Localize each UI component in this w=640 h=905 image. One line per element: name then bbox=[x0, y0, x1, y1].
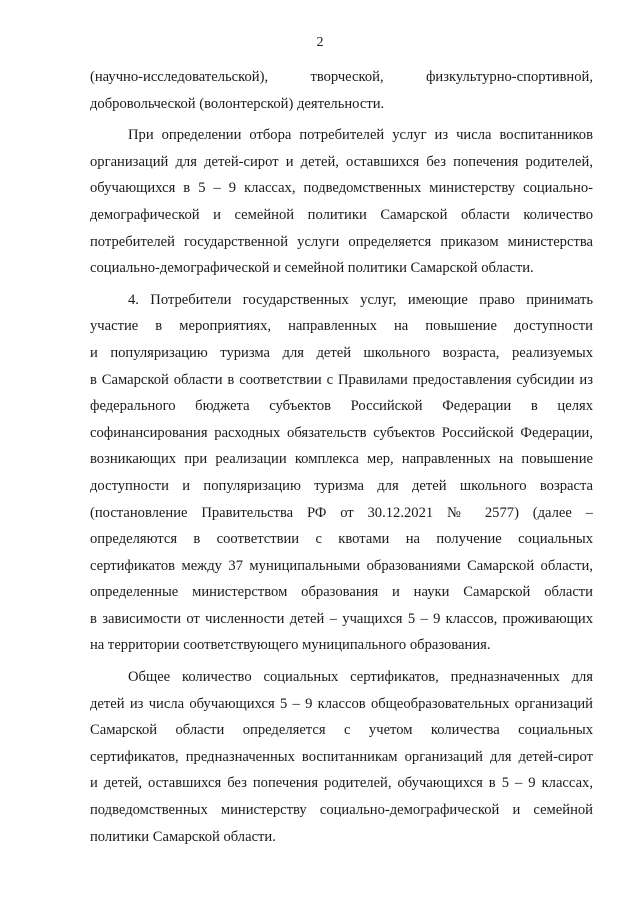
text-line: и детей, оставшихся без попечения родителей, обучающихся в 5 – 9 классах, bbox=[90, 775, 593, 792]
document-body bbox=[90, 64, 593, 850]
text-line: социально-демографической и семейной политики Самарской области. bbox=[90, 260, 534, 277]
text-line: федерального бюджета субъектов Российской Федерации в целях bbox=[90, 398, 593, 415]
text-line: на территории соответствующего муниципального образования. bbox=[90, 637, 491, 654]
text-line: (постановление Правительства РФ от 30.12.2021 № 2577) (далее – bbox=[90, 504, 593, 521]
text-line: подведомственных министерству социально-демографической и семейной bbox=[90, 802, 593, 819]
text-line: в зависимости от численности детей – учащихся 5 – 9 классов, проживающих bbox=[90, 610, 593, 627]
paragraph-consumer-selection bbox=[90, 122, 593, 282]
text-line: демографической и семейной политики Самарской области количество bbox=[90, 206, 593, 223]
text-line: 4. Потребители государственных услуг, имеющие право принимать bbox=[128, 291, 593, 308]
paragraph-continuation bbox=[90, 64, 593, 117]
text-line: организаций для детей-сирот и детей, оставшихся без попечения родителей, bbox=[90, 153, 593, 170]
text-line: определенные министерством образования и науки Самарской области bbox=[90, 584, 593, 601]
text-line: определяются в соответствии с квотами на получение социальных bbox=[90, 531, 593, 548]
text-line: софинансирования расходных обязательств субъектов Российской Федерации, bbox=[90, 424, 593, 441]
text-line: добровольческой (волонтерской) деятельности. bbox=[90, 95, 385, 112]
text-line: в Самарской области в соответствии с Правилами предоставления субсидии из bbox=[90, 371, 593, 388]
text-line: сертификатов, предназначенных воспитанникам организаций для детей-сирот bbox=[90, 748, 593, 765]
text-line: сертификатов между 37 муниципальными образованиями Самарской области, bbox=[90, 557, 593, 574]
paragraph-total-certificates bbox=[90, 664, 593, 850]
text-line: и популяризацию туризма для детей школьного возраста, реализуемых bbox=[90, 344, 593, 361]
text-line: Общее количество социальных сертификатов, предназначенных для bbox=[128, 669, 593, 686]
text-line: возникающих при реализации комплекса мер, направленных на повышение bbox=[90, 451, 593, 468]
text-line: При определении отбора потребителей услуг из числа воспитанников bbox=[128, 127, 593, 144]
text-line: потребителей государственной услуги определяется приказом министерства bbox=[90, 233, 593, 250]
text-line: детей из числа обучающихся 5 – 9 классов общеобразовательных организаций bbox=[90, 695, 593, 712]
page-number: 2 bbox=[316, 35, 324, 50]
text-line: Самарской области определяется с учетом количества социальных bbox=[90, 722, 593, 739]
text-line: участие в мероприятиях, направленных на повышение доступности bbox=[90, 318, 593, 335]
text-line: обучающихся в 5 – 9 классах, подведомственных министерству социально- bbox=[90, 180, 593, 197]
paragraph-item-4 bbox=[90, 287, 593, 659]
text-line: политики Самарской области. bbox=[90, 828, 276, 845]
text-line: (научно-исследовательской), творческой, физкультурно-спортивной, bbox=[90, 69, 593, 85]
text-line: доступности и популяризацию туризма для детей школьного возраста bbox=[90, 477, 593, 494]
